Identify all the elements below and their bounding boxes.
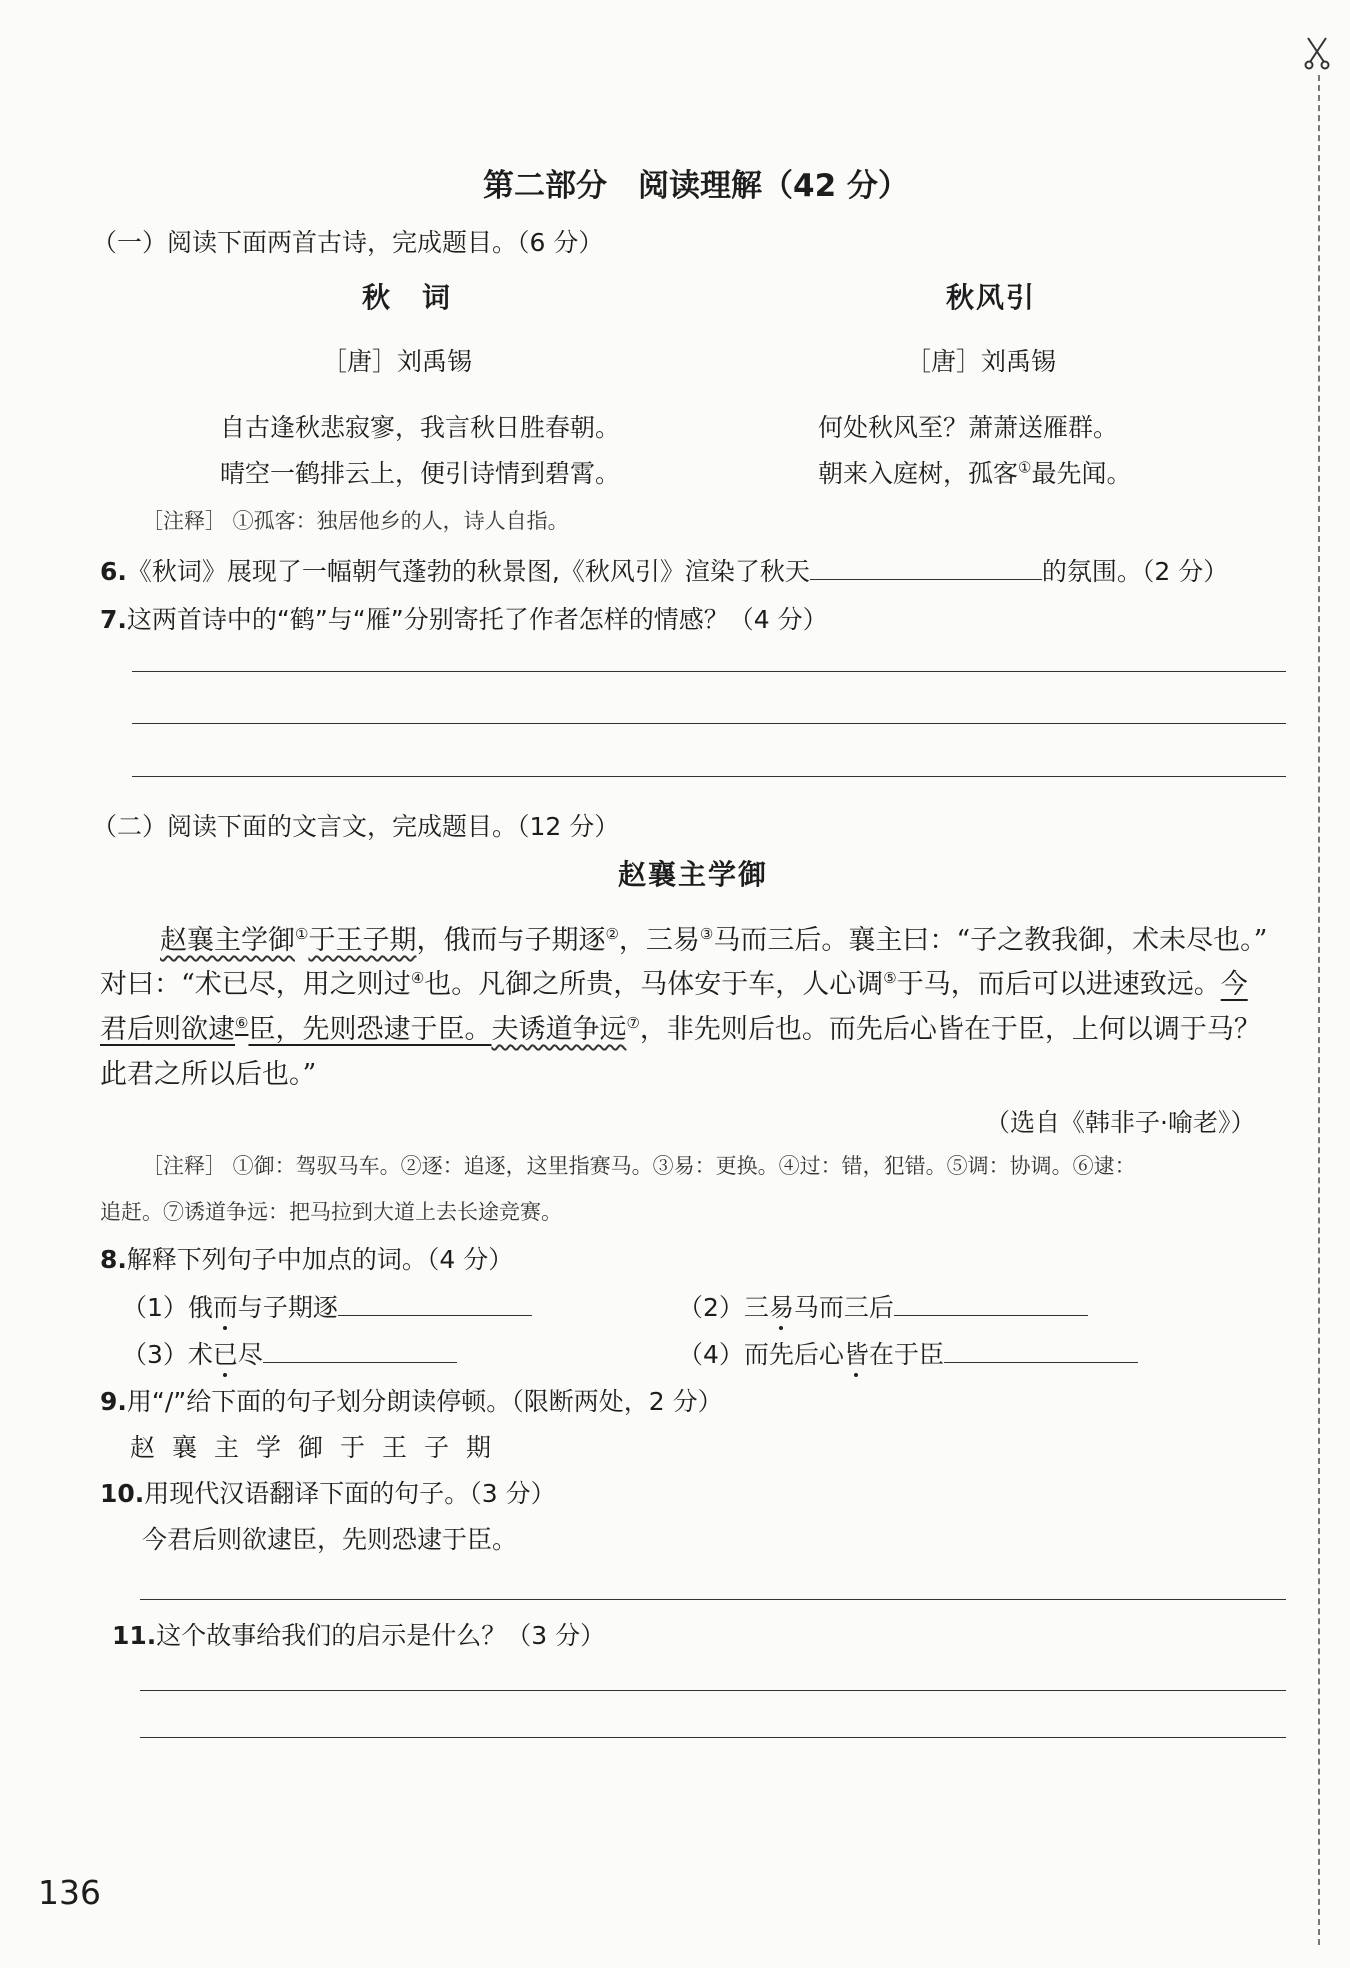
- q8-item-2: （2）三易马而三后: [678, 1288, 1088, 1324]
- passage-note-2: 追赶。⑦诱道争远：把马拉到大道上去长途竞赛。: [100, 1200, 562, 1224]
- poem2-author: ［唐］刘禹锡: [906, 347, 1057, 376]
- poem1-author: ［唐］刘禹锡: [322, 347, 473, 376]
- answer-blank[interactable]: [894, 1291, 1088, 1316]
- poem2-line-2: 朝来入庭树，孤客①最先闻。: [818, 458, 1132, 488]
- answer-blank[interactable]: [810, 555, 1042, 580]
- question-7: 7.这两首诗中的“鹤”与“雁”分别寄托了作者怎样的情感？（4 分）: [100, 605, 828, 634]
- q8-item-1: （1）俄而与子期逐: [122, 1288, 532, 1324]
- passage-line-2: 对曰：“术已尽，用之则过④也。凡御之所贵，马体安于车，人心调⑤于马，而后可以进速致远。今: [100, 969, 1248, 1000]
- passage-line-1: 赵襄主学御①于王子期，俄而与子期逐②，三易③马而三后。襄主曰：“子之教我御，术未尽也。”: [160, 925, 1268, 956]
- poem1-line-1: 自古逢秋悲寂寥，我言秋日胜春朝。: [220, 413, 621, 442]
- q8-item-3: （3）术已尽: [122, 1335, 457, 1371]
- poem2-line-1: 何处秋风至？萧萧送雁群。: [818, 413, 1119, 442]
- cut-line: [1318, 75, 1320, 1945]
- page-number: 136: [38, 1873, 101, 1912]
- passage-line-4: 此君之所以后也。”: [100, 1059, 317, 1090]
- answer-line[interactable]: [132, 776, 1286, 777]
- answer-blank[interactable]: [263, 1338, 457, 1363]
- question-8: 8.解释下列句子中加点的词。（4 分）: [100, 1245, 514, 1274]
- answer-line[interactable]: [140, 1690, 1286, 1691]
- poem2-title: 秋风引: [946, 281, 1037, 314]
- passage-source: （选自《韩非子·喻老》）: [985, 1108, 1256, 1137]
- answer-line[interactable]: [140, 1737, 1286, 1738]
- answer-line[interactable]: [132, 671, 1286, 672]
- passage-title: 赵襄主学御: [618, 858, 769, 891]
- passage-line-3: 君后则欲逮⑥臣，先则恐逮于臣。夫诱道争远⑦，非先则后也。而先后心皆在于臣，上何以调于马？: [100, 1014, 1261, 1045]
- q9-sentence[interactable]: 赵襄主学御于王子期: [130, 1433, 509, 1462]
- answer-blank[interactable]: [944, 1338, 1138, 1363]
- poem-note: ［注释］ ①孤客：独居他乡的人，诗人自指。: [142, 509, 569, 533]
- q8-item-4: （4）而先后心皆在于臣: [678, 1335, 1138, 1371]
- part1-heading: （一）阅读下面两首古诗，完成题目。（6 分）: [92, 228, 604, 257]
- poem1-title: 秋 词: [362, 281, 453, 314]
- scissors-icon: [1302, 36, 1332, 70]
- answer-line[interactable]: [140, 1599, 1286, 1600]
- q10-sentence: 今君后则欲逮臣，先则恐逮于臣。: [142, 1525, 518, 1554]
- passage-note-1: ［注释］ ①御：驾驭马车。②逐：追逐，这里指赛马。③易：更换。④过：错，犯错。⑤调：协调。⑥逮：: [142, 1154, 1136, 1178]
- question-10: 10.用现代汉语翻译下面的句子。（3 分）: [100, 1479, 556, 1508]
- question-9: 9.用“/”给下面的句子划分朗读停顿。（限断两处，2 分）: [100, 1387, 723, 1416]
- poem1-line-2: 晴空一鹤排云上，便引诗情到碧霄。: [220, 459, 621, 488]
- answer-line[interactable]: [132, 723, 1286, 724]
- section-title: 第二部分 阅读理解（42 分）: [483, 168, 909, 204]
- part2-heading: （二）阅读下面的文言文，完成题目。（12 分）: [92, 812, 620, 841]
- answer-blank[interactable]: [338, 1291, 532, 1316]
- question-6: 6.《秋词》展现了一幅朝气蓬勃的秋景图,《秋风引》渲染了秋天 的氛围。（2 分）: [100, 557, 1229, 586]
- question-11: 11.这个故事给我们的启示是什么？（3 分）: [112, 1621, 606, 1650]
